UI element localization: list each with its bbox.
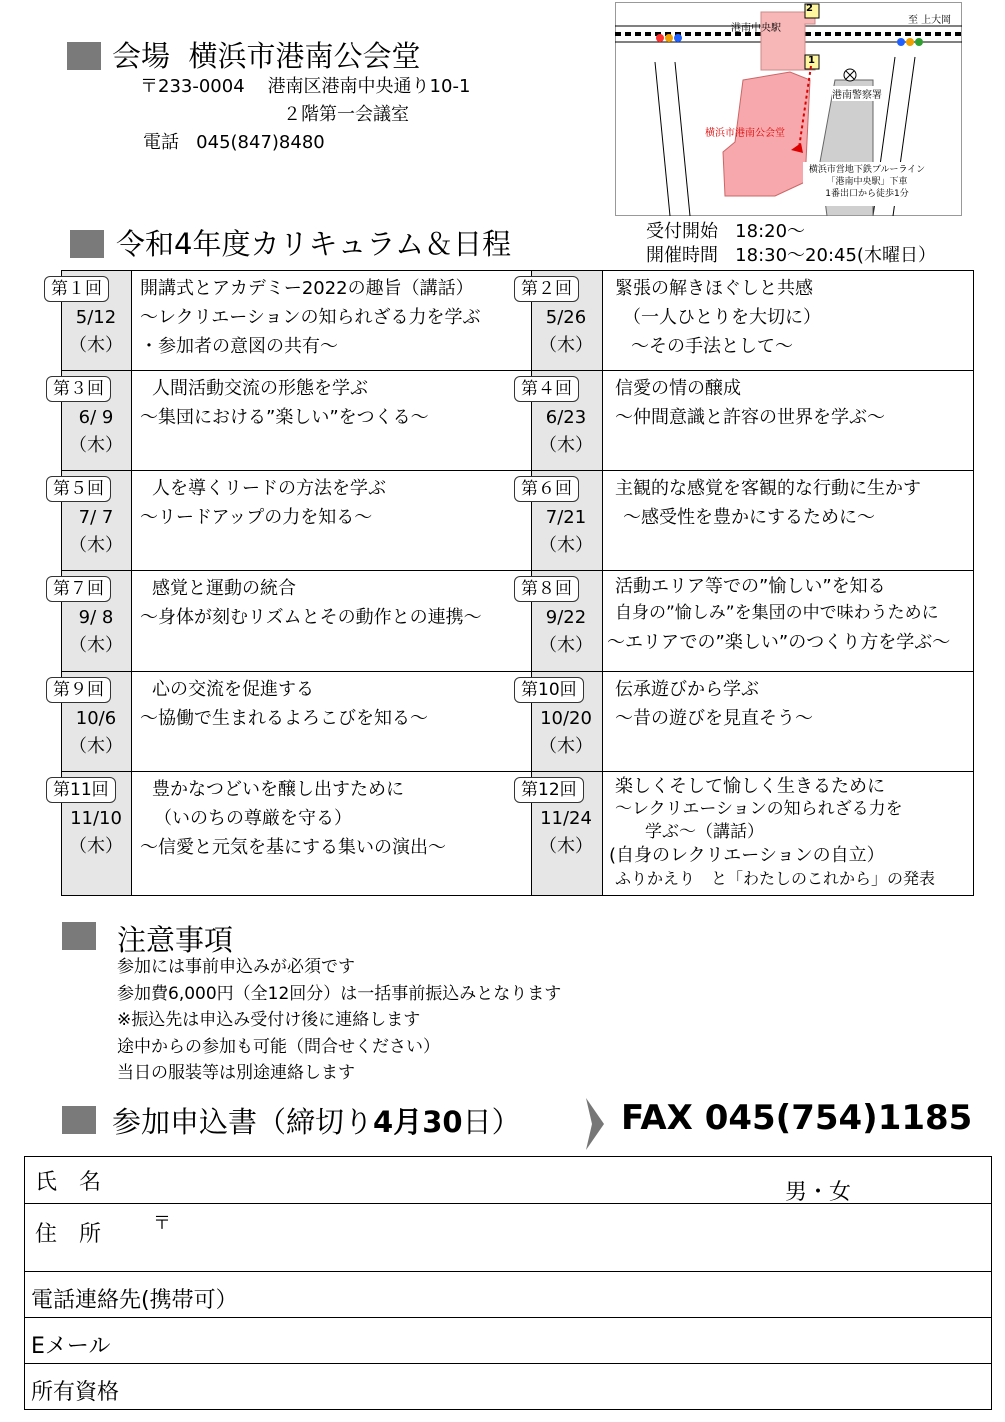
venue-heading <box>112 34 420 75</box>
session-description-line: 〜信愛と元気を基にする集いの演出〜 <box>140 837 446 858</box>
session-description-line: (自身のレクリエーションの自立） <box>609 845 885 866</box>
session-date-value: 10/20 <box>540 708 592 729</box>
session-date-value: 5/26 <box>545 307 587 328</box>
reception-time: 18:20〜 <box>735 221 806 242</box>
venue-room: ２階第一会議室 <box>283 104 409 125</box>
session-description-line: 信愛の情の醸成 <box>615 378 741 399</box>
session-description-line: 豊かなつどいを醸し出すために <box>152 779 404 800</box>
venue-heading-square <box>67 42 101 70</box>
application-heading-suffix: 日） <box>462 1105 521 1139</box>
application-heading <box>112 1100 521 1141</box>
session-description <box>609 775 936 890</box>
session-description-line: 楽しくそして愉しく生きるために <box>615 776 885 797</box>
session-description-line: 〜感受性を豊かにするために〜 <box>623 507 875 528</box>
session-description-line: 〜エリアでの”楽しい”のつくり方を学ぶ〜 <box>607 632 951 653</box>
qualification-row[interactable] <box>25 1363 991 1410</box>
schedule-heading-square <box>70 230 104 258</box>
schedule-heading: 令和4年度カリキュラム＆日程 <box>116 227 512 261</box>
session-date <box>531 404 601 460</box>
session-number-badge: 第１回 <box>44 276 109 302</box>
session-description <box>615 374 885 432</box>
session-number-badge: 第５回 <box>46 476 111 502</box>
application-heading-prefix: 参加申込書（締切り <box>112 1105 374 1139</box>
venue-name: 横浜市港南公会堂 <box>188 39 421 73</box>
session-date-value: 5/12 <box>75 307 117 328</box>
session-date-value: 9/ 8 <box>78 607 114 628</box>
address-postal-mark: 〒 <box>153 1213 171 1234</box>
times-block <box>646 220 936 268</box>
venue-postal: 〒233-0004 <box>140 76 245 97</box>
session-description-line: 人間活動交流の形態を学ぶ <box>152 378 368 399</box>
fax-number: FAX 045(754)1185 <box>621 1098 973 1138</box>
session-number-badge: 第６回 <box>514 476 579 502</box>
session-date-value: 6/23 <box>545 407 587 428</box>
reception-label: 受付開始 <box>646 221 718 242</box>
session-weekday: （木） <box>539 836 593 857</box>
note-item: 参加費6,000円（全12回分）は一括事前振込みとなります <box>117 983 562 1004</box>
session-description-line: 心の交流を促進する <box>152 679 314 700</box>
session-description-line: 〜仲間意識と許容の世界を学ぶ〜 <box>615 407 885 428</box>
session-date <box>531 705 601 761</box>
application-heading-square <box>62 1106 96 1134</box>
session-description <box>615 675 813 733</box>
session-date-value: 10/6 <box>75 708 117 729</box>
venue-address-line <box>140 72 470 98</box>
venue-phone-label: 電話 <box>143 132 179 153</box>
session-date <box>61 304 131 360</box>
session-description <box>607 574 951 656</box>
session-date <box>61 504 131 560</box>
session-time: 18:30〜20:45(木曜日） <box>735 245 936 266</box>
email-row[interactable] <box>25 1317 991 1364</box>
session-number-badge: 第９回 <box>46 677 111 703</box>
session-weekday: （木） <box>69 535 123 556</box>
email-label: Eメール <box>31 1334 111 1359</box>
session-description-line: 感覚と運動の統合 <box>152 578 296 599</box>
session-number-badge: 第７回 <box>46 576 111 602</box>
map-station-label: 港南中央駅 <box>731 23 781 34</box>
session-description-line: 主観的な感覚を客観的な行動に生かす <box>615 478 921 499</box>
arrow-right-icon <box>584 1098 606 1150</box>
session-number-badge: 第10回 <box>514 677 584 703</box>
session-number-badge: 第４回 <box>514 376 579 402</box>
address-label: 住 所 <box>35 1222 102 1247</box>
session-description-line: 人を導くリードの方法を学ぶ <box>152 478 386 499</box>
session-date <box>61 805 131 861</box>
session-weekday: （木） <box>69 836 123 857</box>
session-date <box>531 504 601 560</box>
session-description-line: 〜昔の遊びを見直そう〜 <box>615 708 813 729</box>
name-row[interactable] <box>24 1156 990 1202</box>
notes-list <box>117 954 561 1087</box>
session-description-line: 伝承遊びから学ぶ <box>615 679 759 700</box>
gender-options[interactable]: 男・女 <box>785 1180 852 1205</box>
note-item: ※振込先は申込み受付け後に連絡します <box>117 1010 421 1030</box>
map-police-label: 港南警察署 <box>832 86 882 101</box>
session-description <box>140 775 446 862</box>
map-access-line-3: 1番出口から徒歩1分 <box>825 189 909 199</box>
session-description <box>615 474 921 532</box>
notes-heading: 注意事項 <box>117 923 234 957</box>
session-number-badge: 第11回 <box>46 777 116 803</box>
session-description-line: 緊張の解きほぐしと共感 <box>615 278 813 299</box>
notes-heading-square <box>62 922 96 950</box>
map-access-line-1: 横浜市営地下鉄ブルーライン <box>808 165 926 175</box>
session-description-line: 学ぶ〜（講話） <box>645 822 764 842</box>
session-description <box>140 274 481 361</box>
map-access-note <box>806 164 928 200</box>
note-item: 参加には事前申込みが必須です <box>117 957 355 977</box>
session-weekday: （木） <box>69 335 123 356</box>
session-description <box>140 374 429 432</box>
phone-label: 電話連絡先(携帯可） <box>31 1288 238 1313</box>
session-date-value: 9/22 <box>545 607 587 628</box>
name-label: 氏 名 <box>35 1170 102 1195</box>
session-date <box>61 705 131 761</box>
session-weekday: （木） <box>539 435 593 456</box>
session-description <box>615 274 821 361</box>
session-number-badge: 第２回 <box>514 276 579 302</box>
session-description-line: 自身の”愉しみ”を集団の中で味わうために <box>615 603 939 623</box>
session-description-line: 〜身体が刻むリズムとその動作との連携〜 <box>140 607 482 628</box>
session-weekday: （木） <box>69 435 123 456</box>
session-description-line: 〜レクリエーションの知られざる力を学ぶ <box>140 307 481 328</box>
session-date <box>61 404 131 460</box>
session-weekday: （木） <box>69 736 123 757</box>
session-description-line: 開講式とアカデミー2022の趣旨（講話） <box>140 278 474 299</box>
session-weekday: （木） <box>539 635 593 656</box>
session-date-value: 11/10 <box>70 808 122 829</box>
session-date-value: 7/21 <box>545 507 587 528</box>
map-exit-2: 2 <box>806 3 813 14</box>
session-date <box>531 805 601 861</box>
session-description <box>140 675 428 733</box>
session-description-line: 活動エリア等での”愉しい”を知る <box>615 576 886 597</box>
session-description-line: ・参加者の意図の共有〜 <box>140 336 338 357</box>
session-weekday: （木） <box>539 335 593 356</box>
session-time-label: 開催時間 <box>646 245 718 266</box>
session-description-line: 〜集団における”楽しい”をつくる〜 <box>140 407 429 428</box>
map-exit-1: 1 <box>808 55 815 66</box>
session-weekday: （木） <box>69 635 123 656</box>
venue-address: 港南区港南中央通り10-1 <box>267 76 471 97</box>
session-number-badge: 第３回 <box>46 376 111 402</box>
map-direction-label: 至 上大岡 <box>908 15 952 26</box>
qualification-label: 所有資格 <box>31 1380 120 1405</box>
session-date <box>61 604 131 660</box>
session-description-line: 〜レクリエーションの知られざる力を <box>615 799 903 819</box>
note-item: 当日の服装等は別途連絡します <box>117 1063 355 1083</box>
session-number-badge: 第８回 <box>514 576 579 602</box>
session-description-line: （いのちの尊厳を守る） <box>154 808 352 829</box>
session-date <box>531 604 601 660</box>
map-access-line-2: 「港南中央駅」下車 <box>826 177 908 187</box>
application-deadline: 4月30 <box>373 1105 463 1139</box>
session-weekday: （木） <box>539 736 593 757</box>
venue-phone-line <box>143 128 325 154</box>
session-description <box>140 474 386 532</box>
session-weekday: （木） <box>539 535 593 556</box>
session-date-value: 7/ 7 <box>78 507 114 528</box>
session-date-value: 11/24 <box>540 808 592 829</box>
session-description-line: 〜その手法として〜 <box>631 336 793 357</box>
session-date-value: 6/ 9 <box>78 407 114 428</box>
session-description <box>140 574 482 632</box>
session-description-line: 〜協働で生まれるよろこびを知る〜 <box>140 708 428 729</box>
map-hall-label: 横浜市港南公会堂 <box>705 128 785 139</box>
venue-phone: 045(847)8480 <box>196 132 325 153</box>
session-date <box>531 304 601 360</box>
session-description-line: 〜リードアップの力を知る〜 <box>140 507 373 528</box>
note-item: 途中からの参加も可能（問合せください） <box>117 1036 440 1057</box>
session-description-line: （一人ひとりを大切に） <box>623 307 821 328</box>
session-number-badge: 第12回 <box>514 777 584 803</box>
session-description-line: ふりかえり と「わたしのこれから」の発表 <box>615 869 936 888</box>
venue-heading-label: 会場 <box>112 39 171 73</box>
